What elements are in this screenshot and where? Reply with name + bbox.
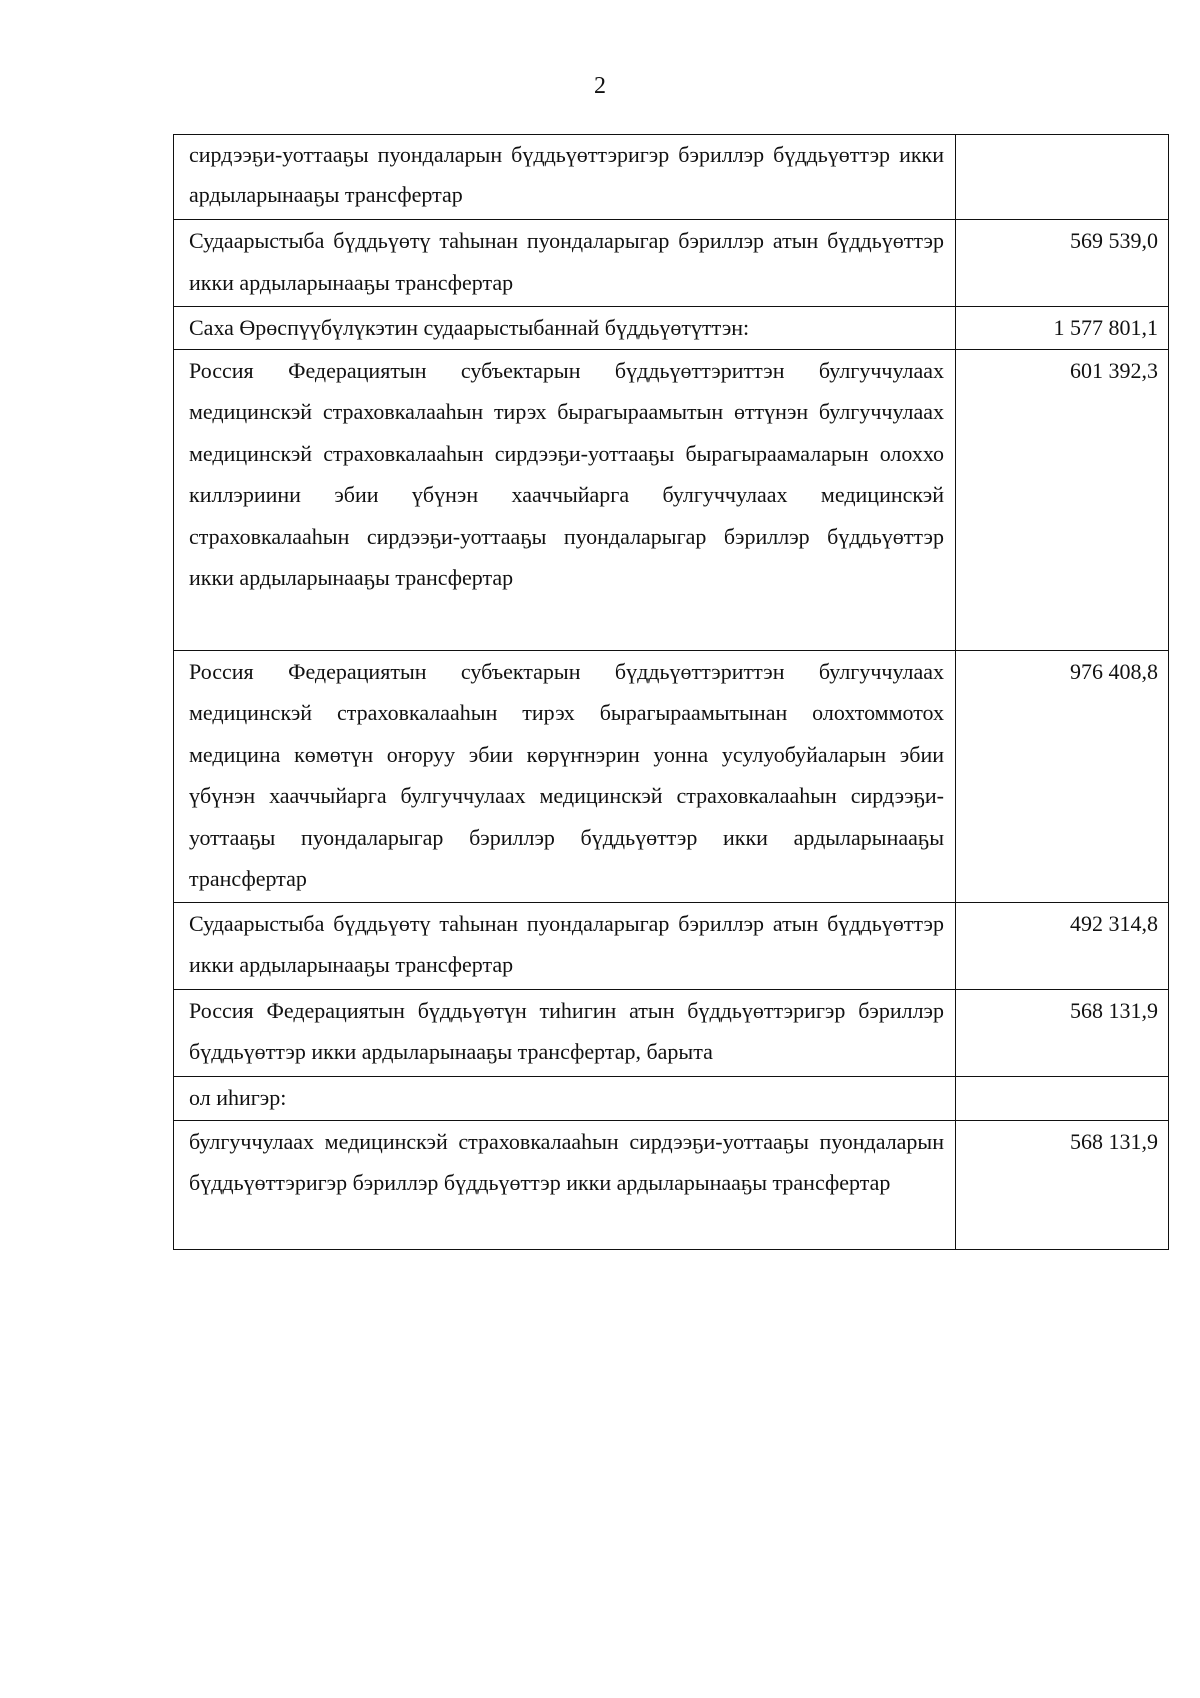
page-number: 2 [594,73,606,99]
table-row [174,1120,1169,1249]
row-description: Судаарыстыба бүддьүөтү таһынан пуондаларыгар бэриллэр атын бүддьүөттэр икки ардыларынааҕы трансфертар [174,220,956,307]
row-amount [956,135,1169,220]
table-row [174,989,1169,1076]
row-description: Судаарыстыба бүддьүөтү таһынан пуондаларыгар бэриллэр атын бүддьүөттэр икки ардыларынааҕы трансфертар [174,902,956,989]
row-description: Россия Федерациятын бүддьүөтүн тиһигин атын бүддьүөттэригэр бэриллэр бүддьүөттэр икки ардыларынааҕы трансфертар, барыта [174,989,956,1076]
row-description: Россия Федерациятын субъектарын бүддьүөттэриттэн булгуччулаах медицинскэй страховкалааһын тирэх бырагыраамытын өттүнэн булгуччулаах медицинскэй страховкалааһын сирдээҕи-уоттааҕы бырагыраамаларын олоххо киллэриини эбии үбүнэн хааччыйарга булгуччулаах медицинскэй страховкалааһын сирдээҕи-уоттааҕы пуондаларыгар бэриллэр бүддьүөттэр икки ардыларынааҕы трансфертар [174,349,956,650]
row-amount: 1 577 801,1 [956,307,1169,350]
row-amount [956,1076,1169,1120]
table-row [174,902,1169,989]
row-description: булгуччулаах медицинскэй страховкалааһын сирдээҕи-уоттааҕы пуондаларын бүддьүөттэригэр бэриллэр бүддьүөттэр икки ардыларынааҕы трансфертар [174,1120,956,1249]
table-row [174,1076,1169,1120]
row-amount: 492 314,8 [956,902,1169,989]
table-row [174,349,1169,650]
table-row [174,220,1169,307]
row-description: сирдээҕи-уоттааҕы пуондаларын бүддьүөттэригэр бэриллэр бүддьүөттэр икки ардыларынааҕы трансфертар [174,135,956,220]
row-amount: 568 131,9 [956,989,1169,1076]
row-amount: 568 131,9 [956,1120,1169,1249]
row-amount: 569 539,0 [956,220,1169,307]
row-description: ол иһигэр: [174,1076,956,1120]
table-row [174,650,1169,902]
table-row [174,307,1169,350]
row-amount: 601 392,3 [956,349,1169,650]
table-row [174,135,1169,220]
row-description: Россия Федерациятын субъектарын бүддьүөттэриттэн булгуччулаах медицинскэй страховкалааһын тирэх бырагыраамытынан олохтоммотох медицина көмөтүн оҥоруу эбии көрүҥнэрин уонна усулуобуйаларын эбии үбүнэн хааччыйарга булгуччулаах медицинскэй страховкалааһын сирдээҕи-уоттааҕы пуондаларыгар бэриллэр бүддьүөттэр икки ардыларынааҕы трансфертар [174,650,956,902]
row-description: Саха Өрөспүүбүлүкэтин судаарыстыбаннай бүддьүөтүттэн: [174,307,956,350]
budget-transfers-table [173,134,1169,1250]
row-amount: 976 408,8 [956,650,1169,902]
